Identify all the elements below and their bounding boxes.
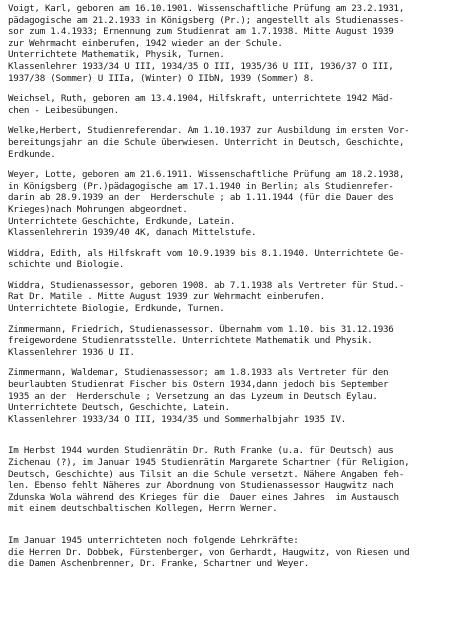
text-line: mit einem deutschbaltischen Kollegen, Herrn Werner.	[8, 503, 278, 515]
entry-zimmermann-waldemar	[8, 367, 467, 425]
text-line: freigewordene Studienratsstelle. Unterrichtete Mathematik und Physik.	[8, 335, 373, 347]
text-line: Welke,Herbert, Studienreferendar. Am 1.10.1937 zur Ausbildung im ersten Vor-	[8, 125, 410, 137]
text-line: darin ab 28.9.1939 an der Herderschule ; ab 1.11.1944 (für die Dauer des	[8, 192, 394, 204]
entry-widdra-assessor	[8, 280, 467, 315]
text-line: Rat Dr. Matile . Mitte August 1939 zur Wehrmacht einberufen.	[8, 291, 325, 303]
spacer	[8, 116, 467, 125]
text-line: in Königsberg (Pr.)pädagogische am 17.1.1940 in Berlin; als Studienrefer-	[8, 180, 394, 192]
text-line: Zimmermann, Friedrich, Studienassessor. Übernahm vom 1.10. bis 31.12.1936	[8, 323, 394, 335]
text-line: Widdra, Edith, als Hilfskraft vom 10.9.1939 bis 8.1.1940. Unterrichtete Ge-	[8, 247, 405, 259]
text-line: Unterrichtete Biologie, Erdkunde, Turnen.	[8, 303, 225, 315]
text-line: len. Ebenso fehlt Näheres zur Abordnung von Studienassessor Haugwitz nach	[8, 480, 394, 492]
entry-weichsel	[8, 93, 467, 116]
text-line: pädagogische am 21.2.1933 in Königsberg (Pr.); angestellt als Studienasses-	[8, 14, 405, 26]
spacer	[8, 271, 467, 280]
text-line: Deutsch, Geschichte) aus Tilsit an die Schule versetzt. Nähere Angaben feh-	[8, 468, 405, 480]
spacer	[8, 239, 467, 248]
spacer	[8, 315, 467, 324]
text-line: Widdra, Studienassessor, geboren 1908. ab 7.1.1938 als Vertreter für Stud.-	[8, 279, 405, 291]
text-line: die Herren Dr. Dobbek, Fürstenberger, von Gerhardt, Haugwitz, von Riesen und	[8, 546, 410, 558]
spacer	[8, 358, 467, 367]
text-line: Klassenlehrerin 1939/40 4K, danach Mittelstufe.	[8, 227, 257, 239]
text-line: Voigt, Karl, geboren am 16.10.1901. Wissenschaftliche Prüfung am 23.2.1931,	[8, 3, 405, 14]
text-line: Unterrichtete Mathematik, Physik, Turnen.	[8, 49, 225, 61]
text-line: Krieges)nach Mohrungen abgeordnet.	[8, 203, 188, 215]
text-line: Weyer, Lotte, geboren am 21.6.1911. Wissenschaftliche Prüfung am 18.2.1938,	[8, 169, 405, 181]
text-line: zur Wehrmacht einberufen, 1942 wieder an der Schule.	[8, 37, 283, 49]
text-line: Klassenlehrer 1933/34 U III, 1934/35 O III, 1935/36 U III, 1936/37 O III,	[8, 60, 394, 72]
entry-welke	[8, 125, 467, 160]
entry-widdra-edith	[8, 248, 467, 271]
text-line: Unterrichtete Deutsch, Geschichte, Latein.	[8, 402, 230, 414]
text-line: bereitungsjahr an die Schule überwiesen. Unterricht in Deutsch, Geschichte,	[8, 136, 405, 148]
text-line: Im Herbst 1944 wurden Studienrätin Dr. Ruth Franke (u.a. für Deutsch) aus	[8, 445, 394, 457]
text-line: chen - Leibesübungen.	[8, 104, 119, 116]
entry-voigt	[8, 3, 467, 84]
entry-weyer	[8, 169, 467, 239]
spacer	[8, 84, 467, 93]
text-line: 1937/38 (Sommer) U IIIa, (Winter) O IIbN, 1939 (Sommer) 8.	[8, 72, 315, 84]
text-line: die Damen Aschenbrenner, Dr. Franke, Schartner und Weyer.	[8, 558, 310, 570]
paragraph-januar-1945	[8, 535, 467, 570]
text-line: Klassenlehrer 1933/34 O III, 1934/35 und Sommerhalbjahr 1935 IV.	[8, 413, 347, 425]
text-line: Klassenlehrer 1936 U II.	[8, 346, 135, 358]
spacer	[8, 160, 467, 169]
spacer	[8, 425, 467, 445]
text-line: Zimmermann, Waldemar, Studienassessor; am 1.8.1933 als Vertreter für den	[8, 367, 389, 379]
text-line: beurlaubten Studienrat Fischer bis Ostern 1934,dann jedoch bis September	[8, 379, 389, 391]
text-line: Zdunska Wola während des Krieges für die Dauer eines Jahres im Austausch	[8, 491, 399, 503]
text-line: 1935 an der Herderschule ; Versetzung an das Lyzeum in Deutsch Eylau.	[8, 390, 378, 402]
text-line: Im Januar 1945 unterrichteten noch folgende Lehrkräfte:	[8, 534, 299, 546]
text-line: Erdkunde.	[8, 148, 56, 160]
text-line: Unterrichtete Geschichte, Erdkunde, Latein.	[8, 215, 236, 227]
text-line: Weichsel, Ruth, geboren am 13.4.1904, Hilfskraft, unterrichtete 1942 Mäd-	[8, 93, 394, 105]
spacer	[8, 515, 467, 535]
entry-zimmermann-friedrich	[8, 324, 467, 359]
text-line: sor zum 1.4.1933; Ernennung zum Studienrat am 1.7.1938. Mitte August 1939	[8, 26, 394, 38]
text-line: Zichenau (?), im Januar 1945 Studienrätin Margarete Schartner (für Religion,	[8, 457, 410, 468]
paragraph-herbst-1944	[8, 445, 467, 515]
text-line: schichte und Biologie.	[8, 259, 125, 271]
